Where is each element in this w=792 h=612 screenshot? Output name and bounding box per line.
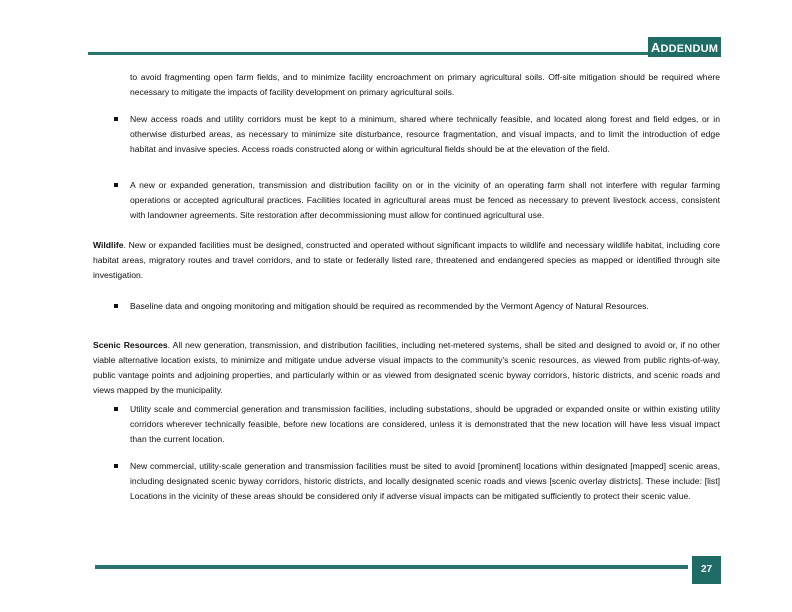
list-item-text: New commercial, utility-scale generation and transmission facilities must be sited to avoid [prominent] locations within designated [mapped] scenic areas, including designated scenic byway corridors, historic districts, and locally designated scenic roads and views [scenic overlay districts]. These include: [list] Locations in the vicinity of these areas should be considered only if adverse visual impacts can be mitigated sufficiently to protect their scenic value. bbox=[130, 461, 730, 501]
header-rule bbox=[88, 52, 648, 55]
list-item bbox=[130, 459, 730, 504]
list-item bbox=[130, 112, 720, 157]
bullet-icon bbox=[114, 407, 118, 411]
wildlife-paragraph bbox=[93, 238, 720, 283]
wildlife-text: . New or expanded facilities must be designed, constructed and operated without significant impacts to wildlife and necessary wildlife habitat, including core habitat areas, migratory routes and travel corridors, and to state or federally listed rare, threatened and endangered species as mapped or identified through site investigation. bbox=[93, 240, 720, 280]
page-number: 27 bbox=[692, 556, 721, 584]
footer-rule bbox=[95, 565, 688, 569]
list-item bbox=[130, 178, 720, 223]
list-item-text: New access roads and utility corridors must be kept to a minimum, shared where technically feasible, and located along forest and field edges, or in otherwise disturbed areas, as necessary to minimize site disturbance, resource fragmentation, and visual impacts, and to limit the introduction of edge habitat and invasive species. Access roads constructed along or within agricultural fields should be at the elevation of the field. bbox=[130, 114, 720, 154]
scenic-paragraph bbox=[93, 338, 720, 398]
scenic-text: . All new generation, transmission, and distribution facilities, including net-metered systems, shall be sited and designed to avoid or, if no other viable alternative location exists, to minimize and mitigate undue adverse visual impacts to the community's scenic resources, as viewed from public rights-of-way, public vantage points and adjoining properties, and particularly within or as viewed from designated scenic byway corridors, historic districts, and scenic roads and views mapped by the municipality. bbox=[93, 340, 720, 395]
bullet-icon bbox=[114, 464, 118, 468]
list-item-text: Baseline data and ongoing monitoring and mitigation should be required as recommended by the Vermont Agency of Natural Resources. bbox=[130, 301, 649, 311]
list-item bbox=[130, 402, 720, 447]
scenic-heading: Scenic Resources bbox=[93, 340, 168, 350]
bullet-icon bbox=[114, 183, 118, 187]
wildlife-heading: Wildlife bbox=[93, 240, 124, 250]
list-item-text: A new or expanded generation, transmission and distribution facility on or in the vicinity of an operating farm shall not interfere with regular farming operations or accepted agricultural practices. Facilities located in agricultural areas must be fenced as necessary to prevent livestock access, consistent with landowner agreements. Site restoration after decommissioning must allow for continued agricultural use. bbox=[130, 180, 720, 220]
bullet-icon bbox=[114, 117, 118, 121]
section-label-rest: DDENDUM bbox=[660, 43, 719, 55]
section-label bbox=[648, 37, 721, 57]
list-item-text: Utility scale and commercial generation and transmission facilities, including substations, should be upgraded or expanded onsite or within existing utility corridors wherever technically feasible, before new locations are considered, unless it is demonstrated that the new location will have less visual impact than the current location. bbox=[130, 404, 720, 444]
paragraph-continued: to avoid fragmenting open farm fields, and to minimize facility encroachment on primary agricultural soils. Off-site mitigation should be required where necessary to mitigate the impacts of facility development on primary agricultural soils. bbox=[130, 72, 720, 97]
section-label-initial: A bbox=[650, 40, 661, 55]
bullet-icon bbox=[114, 304, 118, 308]
list-item bbox=[130, 299, 720, 314]
